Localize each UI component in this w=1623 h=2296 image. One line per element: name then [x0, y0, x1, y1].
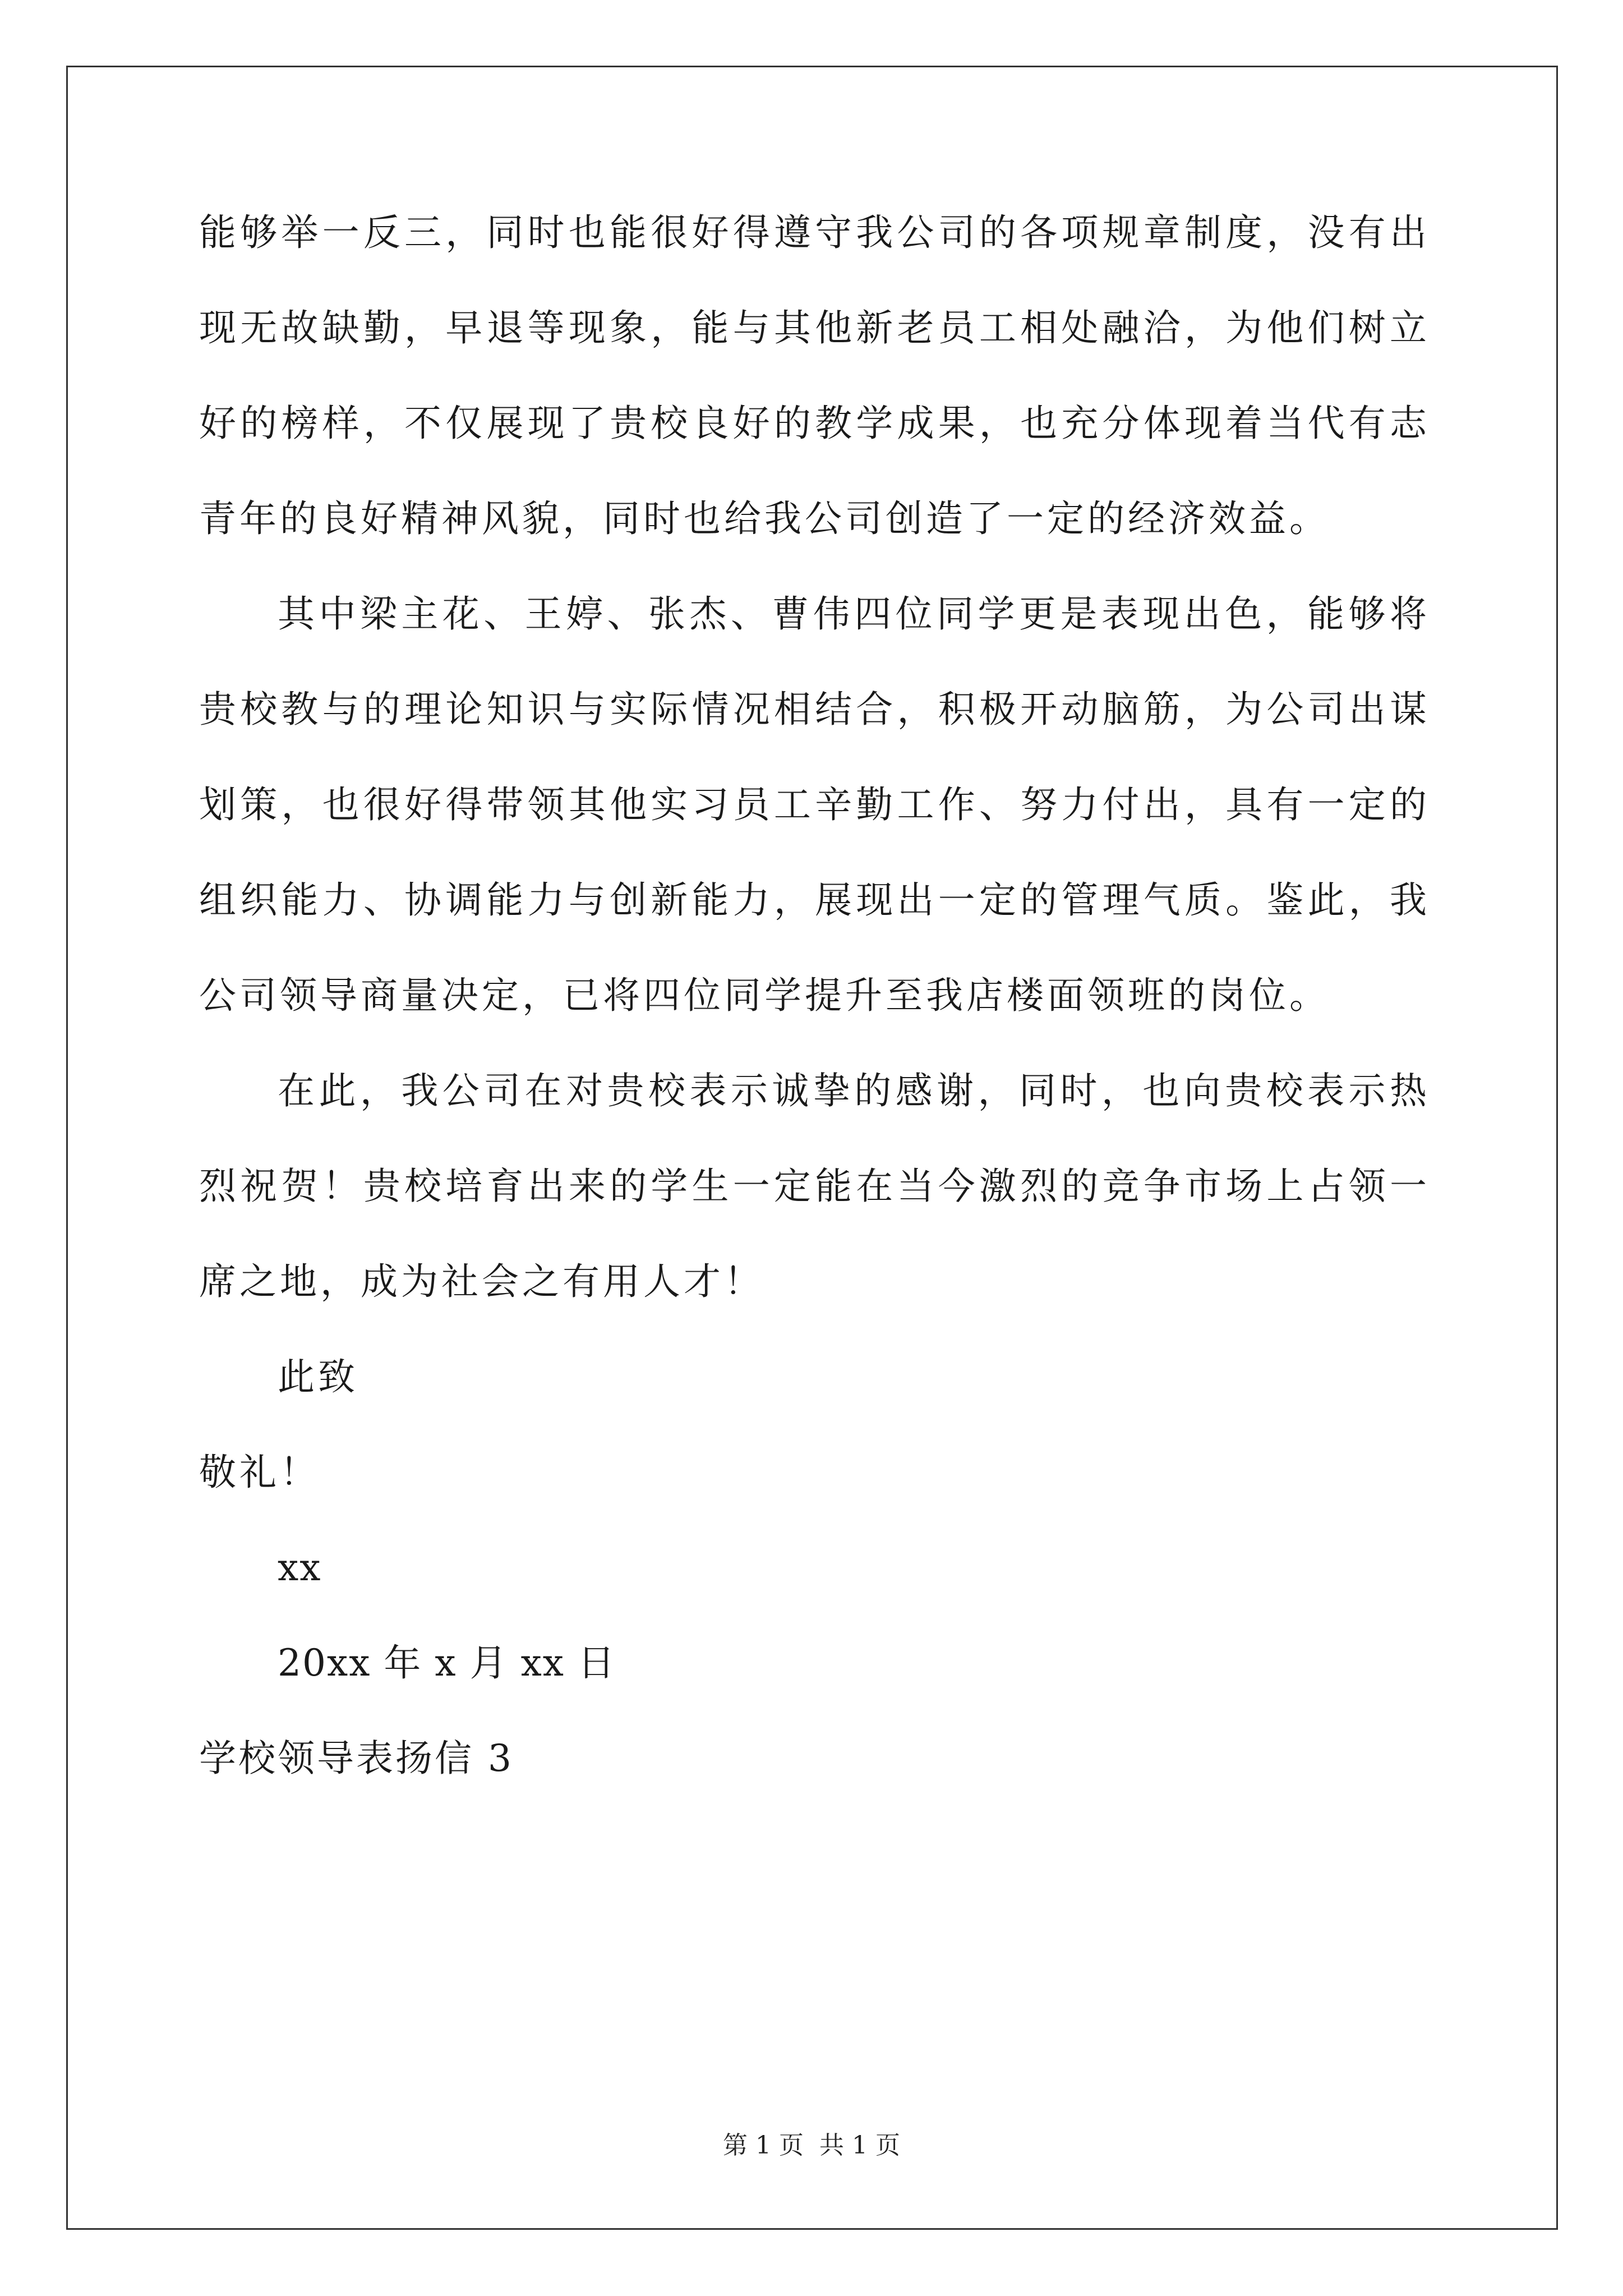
page-footer [0, 2132, 1623, 2160]
paragraph-line: 其中梁主花、王婷、张杰、曹伟四位同学更是表现出色，能够将 [278, 592, 1430, 636]
page-number: 第 1 页 共 1 页 [723, 2131, 900, 2160]
paragraph-line: 组织能力、协调能力与创新能力，展现出一定的管理气质。鉴此，我 [199, 878, 1430, 922]
salutation: 敬礼！ [199, 1451, 320, 1494]
signature: xx [278, 1546, 322, 1589]
next-letter-heading: 学校领导表扬信 3 [199, 1737, 514, 1780]
page-border [66, 66, 1558, 2230]
paragraph-line: 贵校教与的理论知识与实际情况相结合，积极开动脑筋，为公司出谋 [199, 688, 1430, 731]
paragraph-line: 公司领导商量决定，已将四位同学提升至我店楼面领班的岗位。 [199, 974, 1330, 1017]
paragraph-line: 好的榜样，不仅展现了贵校良好的教学成果，也充分体现着当代有志 [199, 402, 1430, 445]
paragraph-line: 现无故缺勤，早退等现象，能与其他新老员工相处融洽，为他们树立 [199, 306, 1430, 349]
paragraph-line: 能够举一反三，同时也能很好得遵守我公司的各项规章制度，没有出 [199, 211, 1430, 254]
paragraph-line: 划策，也很好得带领其他实习员工辛勤工作、努力付出，具有一定的 [199, 783, 1430, 826]
paragraph-line: 青年的良好精神风貌，同时也给我公司创造了一定的经济效益。 [199, 497, 1330, 540]
paragraph-line: 席之地，成为社会之有用人才！ [199, 1260, 764, 1303]
paragraph-line: 烈祝贺！贵校培育出来的学生一定能在当今激烈的竞争市场上占领一 [199, 1165, 1430, 1208]
paragraph-line: 在此，我公司在对贵校表示诚挚的感谢，同时，也向贵校表示热 [278, 1069, 1430, 1112]
date-line: 20xx 年 x 月 xx 日 [278, 1641, 616, 1685]
closing-phrase: 此致 [278, 1355, 358, 1398]
